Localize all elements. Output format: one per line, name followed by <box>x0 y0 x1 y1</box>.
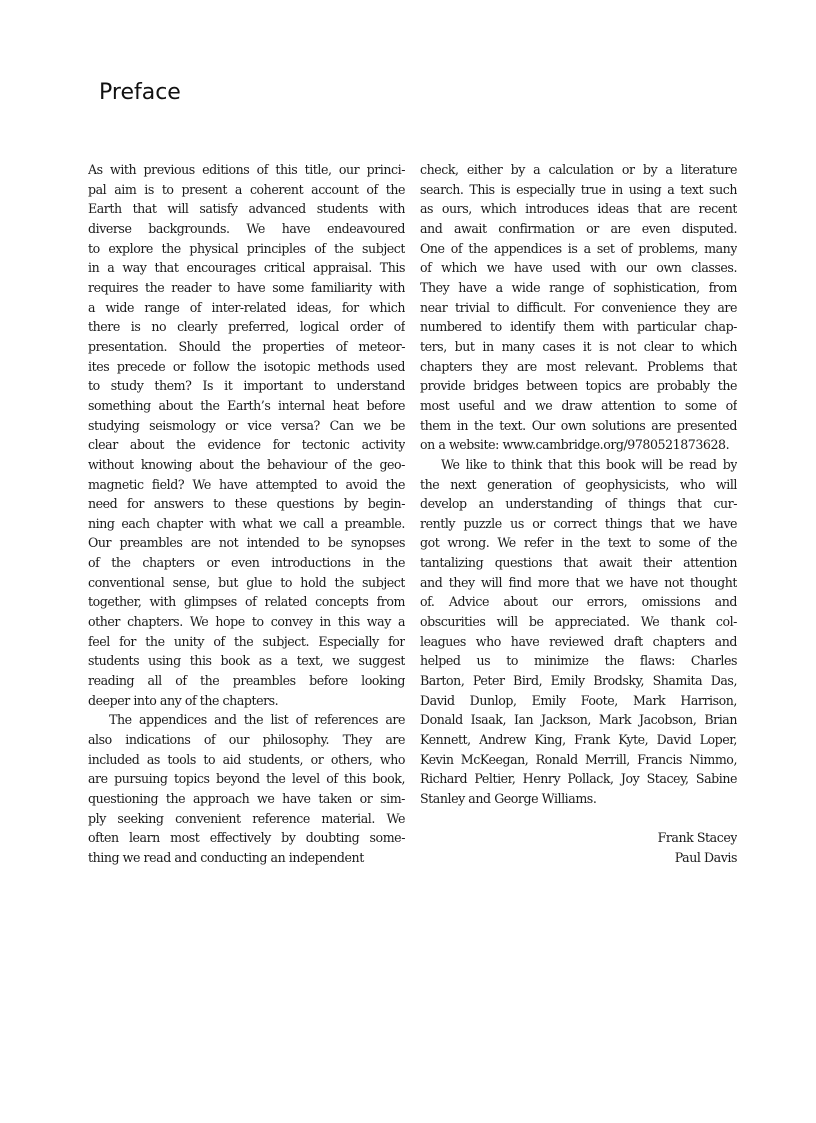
text-line: presentation. Should the properties of meteor- <box>88 338 405 354</box>
text-line: often learn most effectively by doubting some- <box>88 830 405 846</box>
text-line: diverse backgrounds. We have endeavoured <box>88 220 405 236</box>
text-line: to explore the physical principles of the subject <box>88 240 405 256</box>
text-line: helped us to minimize the flaws: Charles <box>420 653 737 669</box>
text-line: included as tools to aid students, or others, who <box>88 751 405 767</box>
text-line: the next generation of geophysicists, who will <box>420 476 737 492</box>
text-line: Our preambles are not intended to be synopses <box>88 535 405 551</box>
text-line: Stanley and George Williams. <box>420 791 597 806</box>
text-line: Donald Isaak, Ian Jackson, Mark Jacobson, Brian <box>420 712 737 728</box>
text-line: search. This is especially true in using a text such <box>420 181 737 197</box>
text-line: thing we read and conducting an independent <box>88 849 364 865</box>
text-line: need for answers to these questions by begin- <box>88 496 405 512</box>
text-line: in a way that encourages critical appraisal. This <box>88 260 405 276</box>
text-line: as ours, which introduces ideas that are recent <box>420 201 737 217</box>
text-line: The appendices and the list of references are <box>109 712 405 728</box>
text-line: Kennett, Andrew King, Frank Kyte, David Loper, <box>420 732 737 748</box>
author-signature: Paul Davis <box>674 849 737 865</box>
text-line: also indications of our philosophy. They are <box>88 732 405 748</box>
text-line: rently puzzle us or correct things that we have <box>420 515 737 531</box>
text-line: tantalizing questions that await their attention <box>420 555 737 571</box>
text-line: requires the reader to have some familiarity with <box>88 279 405 295</box>
text-line: chapters they are most relevant. Problems that <box>420 358 737 374</box>
text-line: leagues who have reviewed draft chapters and <box>420 633 737 649</box>
text-line: ters, but in many cases it is not clear to which <box>420 338 737 354</box>
text-line: students using this book as a text, we suggest <box>88 653 405 669</box>
text-line: Earth that will satisfy advanced students with <box>88 201 405 217</box>
text-line: a wide range of inter-related ideas, for which <box>88 299 405 315</box>
text-line: near trivial to difficult. For convenience they are <box>420 299 737 315</box>
text-line: Richard Peltier, Henry Pollack, Joy Stacey, Sabine <box>420 771 737 787</box>
text-line: of. Advice about our errors, omissions and <box>420 594 737 610</box>
text-line: clear about the evidence for tectonic activity <box>88 437 405 453</box>
text-line: together, with glimpses of related concepts from <box>88 594 405 610</box>
text-line: ites precede or follow the isotopic methods used <box>88 358 405 374</box>
text-line: conventional sense, but glue to hold the subject <box>88 574 405 590</box>
text-line: Kevin McKeegan, Ronald Merrill, Francis Nimmo, <box>420 751 737 767</box>
text-line: ning each chapter with what we call a preamble. <box>88 515 405 531</box>
text-line: magnetic field? We have attempted to avoid the <box>88 476 405 492</box>
text-line: ply seeking convenient reference material. We <box>88 810 405 826</box>
right-column <box>420 160 737 868</box>
author-signature: Frank Stacey <box>657 830 737 846</box>
text-line: check, either by a calculation or by a literature <box>420 162 737 177</box>
text-line: most useful and we draw attention to some of <box>420 397 737 413</box>
text-line: feel for the unity of the subject. Especially for <box>88 633 405 649</box>
text-line: to study them? Is it important to understand <box>88 378 405 394</box>
text-line: studying seismology or vice versa? Can we be <box>88 417 405 433</box>
text-line: provide bridges between topics are probably the <box>420 378 737 394</box>
left-column <box>88 160 405 868</box>
text-line: there is no clearly preferred, logical order of <box>88 319 405 335</box>
text-line: deeper into any of the chapters. <box>88 692 279 708</box>
text-line: without knowing about the behaviour of the geo- <box>88 456 405 472</box>
text-line: obscurities will be appreciated. We thank col- <box>420 614 737 630</box>
text-line: As with previous editions of this title, our princi- <box>88 162 405 177</box>
text-line: pal aim is to present a coherent account of the <box>88 181 405 197</box>
text-line: David Dunlop, Emily Foote, Mark Harrison, <box>420 692 737 708</box>
page-title: Preface <box>99 80 181 105</box>
text-line: got wrong. We refer in the text to some of the <box>420 535 737 551</box>
text-line: and they will find more that we have not thought <box>420 574 737 590</box>
text-line: are pursuing topics beyond the level of this book, <box>88 771 405 787</box>
text-line: something about the Earth’s internal heat before <box>88 397 405 413</box>
text-line: questioning the approach we have taken or sim- <box>88 791 405 806</box>
text-line: develop an understanding of things that cur- <box>420 496 737 512</box>
text-line: We like to think that this book will be read by <box>441 456 737 472</box>
text-line: Barton, Peter Bird, Emily Brodsky, Shamita Das, <box>420 673 737 689</box>
text-line: on a website: www.cambridge.org/9780521873628. <box>420 437 730 453</box>
text-line: of which we have used with our own classes. <box>420 260 737 276</box>
text-line: reading all of the preambles before looking <box>88 673 405 689</box>
text-line: They have a wide range of sophistication, from <box>420 279 737 295</box>
text-line: numbered to identify them with particular chap- <box>420 319 737 335</box>
text-line: One of the appendices is a set of problems, many <box>420 240 737 256</box>
text-line: of the chapters or even introductions in the <box>88 555 405 571</box>
text-line: and await confirmation or are even disputed. <box>420 220 737 236</box>
text-line: other chapters. We hope to convey in this way a <box>88 614 405 630</box>
text-line: them in the text. Our own solutions are presented <box>420 417 737 433</box>
